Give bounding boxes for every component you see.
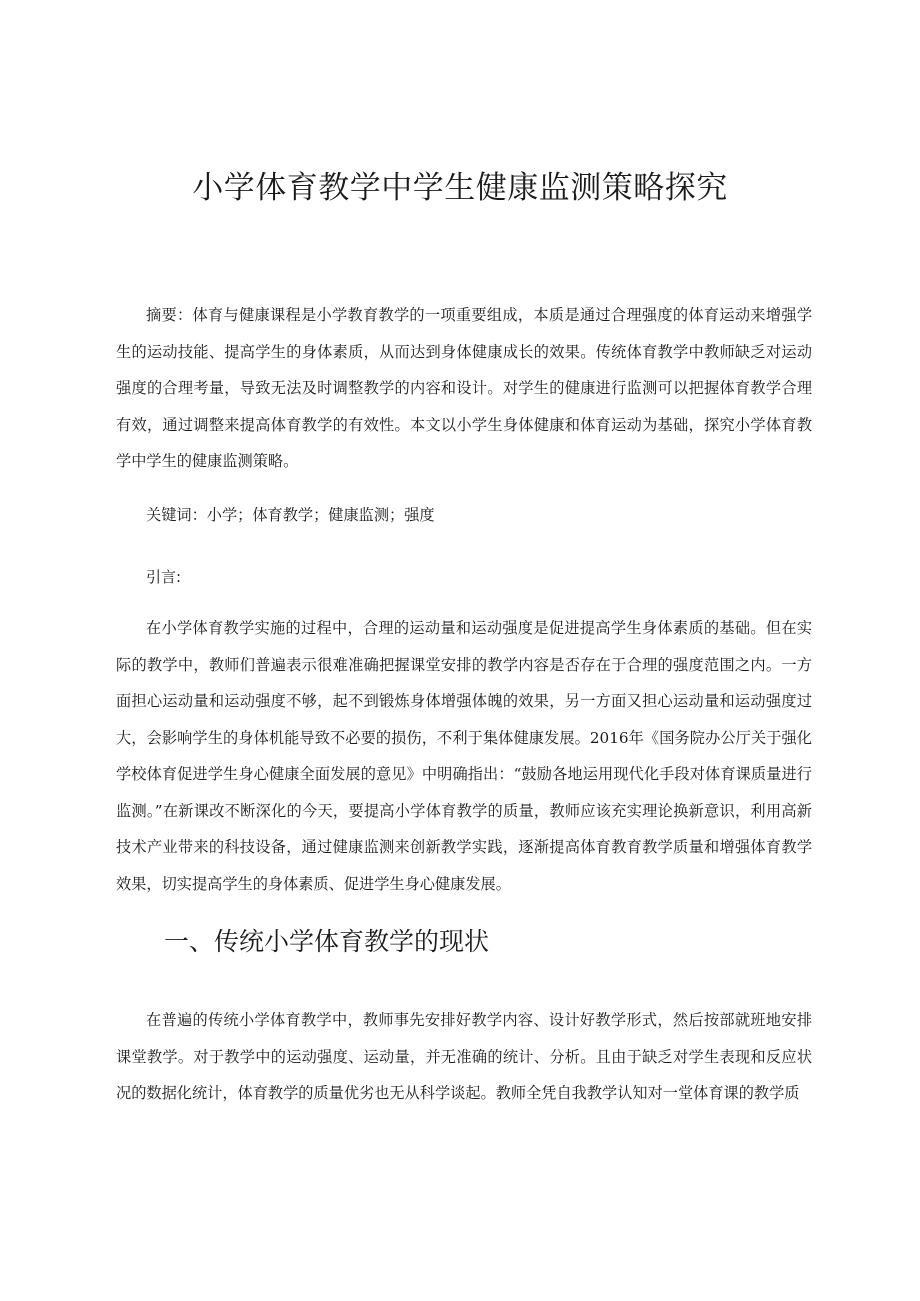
- intro-label: 引言:: [146, 568, 182, 586]
- abstract-paragraph: [116, 297, 812, 480]
- keywords-label: 关键词：: [146, 506, 207, 524]
- intro-paragraph: 在小学体育教学实施的过程中，合理的运动量和运动强度是促进提高学生身体素质的基础。但在实际的教学中，教师们普遍表示很难准确把握课堂安排的教学内容是否存在于合理的强度范围之内。一方面担心运动量和运动强度不够，起不到锻炼身体增强体魄的效果，另一方面又担心运动量和运动强度过大，会影响学生的身体机能导致不必要的损伤，不利于集体健康发展。2016年《国务院办公厅关于强化学校体育促进学生身心健康全面发展的意见》中明确指出：“鼓励各地运用现代化手段对体育课质量进行监测。”在新课改不断深化的今天，要提高小学体育教学的质量，教师应该充实理论换新意识，利用高新技术产业带来的科技设备，通过健康监测来创新教学实践，逐渐提高体育教育教学质量和增强体育教学效果，切实提高学生的身体素质、促进学生身心健康发展。: [116, 619, 812, 893]
- section-1-paragraph: 在普遍的传统小学体育教学中，教师事先安排好教学内容、设计好教学形式，然后按部就班地安排课堂教学。对于教学中的运动强度、运动量，并无准确的统计、分析。且由于缺乏对学生表现和反应状况的数据化统计，体育教学的质量优劣也无从科学谈起。教师全凭自我教学认知对一堂体育课的教学质: [116, 1011, 812, 1102]
- keywords-text: 小学；体育教学；健康监测；强度: [206, 506, 435, 524]
- abstract-label: 摘要：: [146, 306, 193, 324]
- section-1-heading: 一、传统小学体育教学的现状: [164, 927, 490, 956]
- keywords-paragraph: [116, 497, 812, 534]
- document-title: 小学体育教学中学生健康监测策略探究: [192, 170, 728, 206]
- abstract-text: 体育与健康课程是小学教育教学的一项重要组成，本质是通过合理强度的体育运动来增强学生的运动技能、提高学生的身体素质，从而达到身体健康成长的效果。传统体育教学中教师缺乏对运动强度的合理考量，导致无法及时调整教学的内容和设计。对学生的健康进行监测可以把握体育教学合理有效，通过调整来提高体育教学的有效性。本文以小学生身体健康和体育运动为基础，探究小学体育教学中学生的健康监测策略。: [116, 306, 813, 470]
